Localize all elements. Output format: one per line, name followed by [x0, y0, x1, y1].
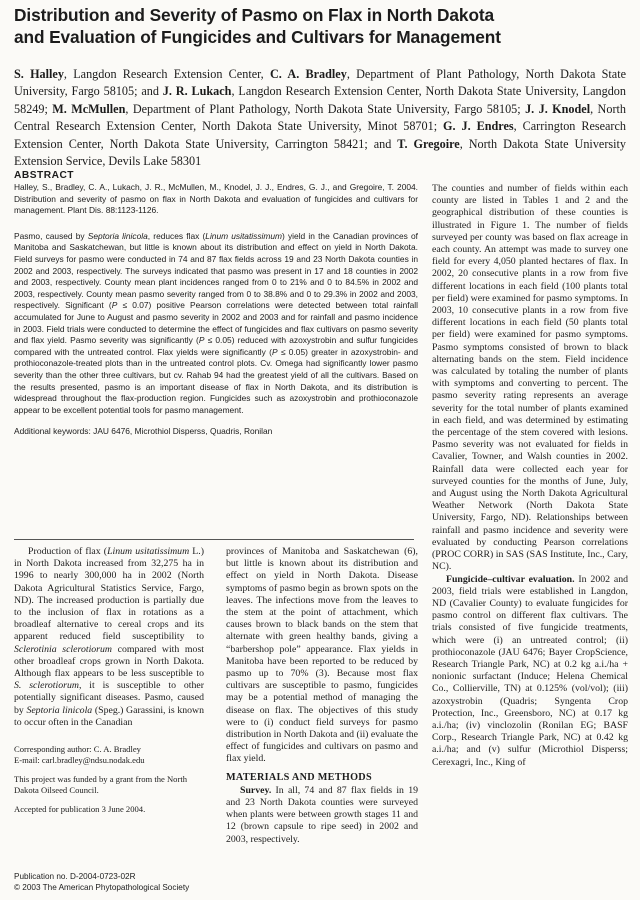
abstract-italic: Septoria linicola: [87, 230, 148, 241]
author-affiliations: [14, 66, 626, 170]
paper-title: [14, 4, 624, 48]
abstract-italic: P: [111, 300, 118, 311]
text-run: (Speg.) Garassini, is known to occur often in the Canadian: [14, 704, 204, 728]
abstract-text-run: ≤ 0.05) greater in azoxystrobin- and prothioconazole-treated plots than in the untreated control plots. Cv. Omega had significantly lower pasmo severity than the other three cultivars, but cv. Rahab 94 had the greatest yield of all the cultivars. Based on the results presented, pasmo is an important disease of flax in North Dakota, and its distribution is widespread throughout the flax-production region. Fungicides such as azoxystrobin and prothioconazole appear to be excellent potential tools for pasmo management.: [14, 346, 418, 415]
italic-run: Septoria linicola: [26, 704, 93, 716]
abstract-text-run: , reduces flax (: [147, 230, 206, 241]
funding-note: This project was funded by a grant from the North Dakota Oilseed Council.: [14, 774, 188, 795]
section-heading-methods: MATERIALS AND METHODS: [226, 771, 372, 783]
title-line-1: Distribution and Severity of Pasmo on Flax in North Dakota: [14, 5, 495, 25]
body-column-1: [14, 546, 204, 729]
text-run: In 2002 and 2003, field trials were established in Langdon, ND (Cavalier County) to evaluate fungicides for pasmo control on different flax cultivars. The trials consisted of five fungicide treatments, which were (i) an untreated control; (ii) prothioconazole (JAU 6476; Bayer CropScience, Research Triangle Park, NC) at 0.2 kg a.i./ha + nonionic surfactant (Induce; Helena Chemical Co., Collierville, TN) at 0.125% (vol/vol); (iii) azoxystrobin (Quadris; Syngenta Crop Protection, Inc., Greensboro, NC) at 0.17 kg a.i./ha; (iv) vinclozolin (Ronilan EG; BASF Corp., Research Triangle Park, NC) at 0.42 kg a.i./ha; and (v) sulfur (Microthiol Disperss; Cerexagri, Inc., King of: [432, 573, 628, 768]
abstract-text-run: ) yield in the Canadian provinces of Manitoba and Saskatchewan, but little is known about its distribution and effect on yield in North Dakota. Field surveys for pasmo were conducted in 74 and 87 flax fields across 19 and 23 North Dakota counties in 2002 and 2003, respectively. The surveys indicated that pasmo was present in 17 and 18 counties in 2002 and 2003, respectively. County mean plant incidences ranged from 0 to 21% and 0 to 84.5% in 2002 and 2003, respectively. County mean pasmo severity ranged from 0 to 38.8% and 0 to 29.3% in 2002 and 2003, respectively. Significant (: [14, 230, 418, 311]
body-column-3: [432, 183, 628, 769]
survey-paragraph: [226, 785, 418, 846]
run-in-heading: Fungicide–cultivar evaluation.: [446, 573, 575, 585]
abstract-citation: Halley, S., Bradley, C. A., Lukach, J. R., McMullen, M., Knodel, J. J., Endres, G. J., and Gregoire, T. 2004. Distribution and severity of pasmo on flax in North Dakota and evaluation of fungicides and cultivars for management. Plant Dis. 88:1123-1126.: [14, 182, 418, 216]
author-name: G. J. Endres: [443, 119, 514, 134]
text-run: L.) in North Dakota increased from 32,275 ha in 1996 to nearly 300,000 ha in 2002 (North Dakota Agricultural Statistics Service, Fargo, ND). The increased production is partially due to the inclusion of flax in rotations as a broadleaf alternative to cereal crops and its apparent reduced field susceptibility to: [14, 546, 204, 643]
italic-run: Linum usitatissimum: [107, 546, 190, 557]
author-name: C. A. Bradley: [269, 67, 347, 81]
publication-footer: [14, 872, 214, 893]
intro-continued: provinces of Manitoba and Saskatchewan (6), but little is known about its distribution and effect on yield in North Dakota. Disease symptoms of pasmo begin as brown spots on the leaves. The infections move from the leaves to the stem at the point of attachment, which causes brown to black bands on the stem that alternate with green healthy bands, giving a “barbershop pole” appearance. Flax yields in Manitoba have been reported to be reduced by pasmo up to 70% (3). Because most flax cultivars are susceptible to pasmo, fungicides may be a potential method of managing the disease on flax. The objectives of this study were to (i) conduct field surveys for pasmo distribution in North Dakota and (ii) evaluate the effect of fungicides and cultivars on pasmo and flax yield.: [226, 546, 418, 765]
body-column-2: [226, 546, 418, 846]
author-name: T. Gregoire: [397, 136, 460, 151]
text-run: compared with most other broadleaf crops grown in North Dakota. Although flax appears to be less susceptible to: [14, 643, 204, 680]
abstract-italic: P: [198, 335, 205, 346]
author-affiliation: , Carrington Research Extension Center, North Dakota State University, Carrington 58421; and: [14, 119, 626, 151]
intro-paragraph: [14, 546, 204, 729]
run-in-heading: Survey.: [240, 784, 272, 796]
publication-number: Publication no. D-2004-0723-02R: [14, 872, 136, 881]
text-run: In all, 74 and 87 flax fields in 19 and 23 North Dakota counties were surveyed when plants were between growth stages 11 and 12 (brown capsule to ripe seed) in 2002 and 2003, respectively.: [226, 784, 418, 845]
corresponding-author: Corresponding author: C. A. Bradley: [14, 744, 141, 754]
author-name: M. McMullen: [52, 101, 126, 116]
italic-run: S. sclerotiorum: [14, 680, 79, 692]
abstract-section: [14, 170, 418, 438]
author-affiliation: , Langdon Research Extension Center, North Dakota State University, Langdon 58249;: [14, 84, 626, 116]
italic-run: Sclerotinia sclerotiorum: [14, 643, 112, 655]
author-affiliation: , Department of Plant Pathology, North Dakota State University, Fargo 58105;: [125, 101, 526, 116]
author-name: J. J. Knodel: [525, 101, 591, 116]
text-run: Production of flax (: [28, 546, 108, 557]
author-name: S. Halley: [14, 67, 64, 81]
survey-continued: The counties and number of fields within each county are listed in Tables 1 and 2 and the geographical distribution of these counties is illustrated in Figure 1. The number of fields surveyed per county was based on flax acreage in each county. An attempt was made to survey one field for every 4,050 planted hectares of flax. In 2002, 20 consecutive plants in a row from five different locations in each field (100 plants total per field) were examined for pasmo symptoms. In 2003, 10 consecutive plants in a row from five different locations in each field (50 plants total per field) were examined for pasmo symptoms. Pasmo symptoms consisted of brown to black alternating bands on the stem. Field incidence was calculated by totaling the number of plants with symptoms and converting to percent. The pasmo severity rating represents an average severity for the total number of plants examined in each field, and was determined by estimating the percentage of the stem covered with lesions. Pasmo severity was not evaluated for fields in Cavalier, Towner, and Walsh counties in 2002. Rainfall data were collected each year for surveyed counties for the months of June, July, and August using the North Dakota Agricultural Weather Network (North Dakota State University, Fargo, ND). Relationships between rainfall and pasmo incidence and severity were evaluated by conducting Pearson correlations (PROC CORR) in SAS (SAS Institute, Inc., Cary, NC).: [432, 183, 628, 573]
abstract-italic: Linum usitatissimum: [205, 230, 283, 241]
fungicide-cultivar-paragraph: [432, 574, 628, 769]
author-email: E-mail: carl.bradley@ndsu.nodak.edu: [14, 755, 145, 765]
abstract-text: [14, 231, 418, 417]
copyright-notice: © 2003 The American Phytopathological Society: [14, 882, 190, 892]
author-affiliation: , Langdon Research Extension Center,: [63, 67, 270, 81]
author-name: J. R. Lukach: [162, 84, 232, 99]
text-run: , it is susceptible to other potentially significant diseases. Pasmo, caused by: [14, 680, 204, 716]
abstract-text-run: ≤ 0.05) reduced with azoxystrobin and sulfur fungicides compared with the untreated control. Flax yields were significantly (: [14, 335, 418, 357]
author-affiliation: , Department of Plant Pathology, North Dakota State University, Fargo 58105; and: [14, 67, 626, 99]
abstract-heading: ABSTRACT: [14, 170, 75, 181]
title-line-2: and Evaluation of Fungicides and Cultivars for Management: [14, 27, 501, 47]
accepted-note: Accepted for publication 3 June 2004.: [14, 804, 146, 814]
author-affiliation: , North Dakota State University Extension Service, Devils Lake 58301: [14, 136, 626, 169]
additional-keywords: Additional keywords: JAU 6476, Microthiol Disperss, Quadris, Ronilan: [14, 426, 273, 437]
footnotes: [14, 744, 210, 815]
author-affiliation: , North Central Research Extension Center, North Dakota State University, Minot 58701;: [14, 101, 626, 134]
abstract-text-run: ≤ 0.07) positive Pearson correlations were detected between total rainfall accumulated for June to August and pasmo severity in 2002 and 2003 and for rainfall and pasmo incidence in 2003. Field trials were conducted to determine the effect of fungicides and flax cultivars on pasmo severity and flax yield. Pasmo severity was significantly (: [14, 300, 418, 346]
abstract-divider: [14, 539, 414, 540]
abstract-italic: P: [271, 346, 278, 357]
abstract-text-run: Pasmo, caused by: [14, 230, 88, 241]
